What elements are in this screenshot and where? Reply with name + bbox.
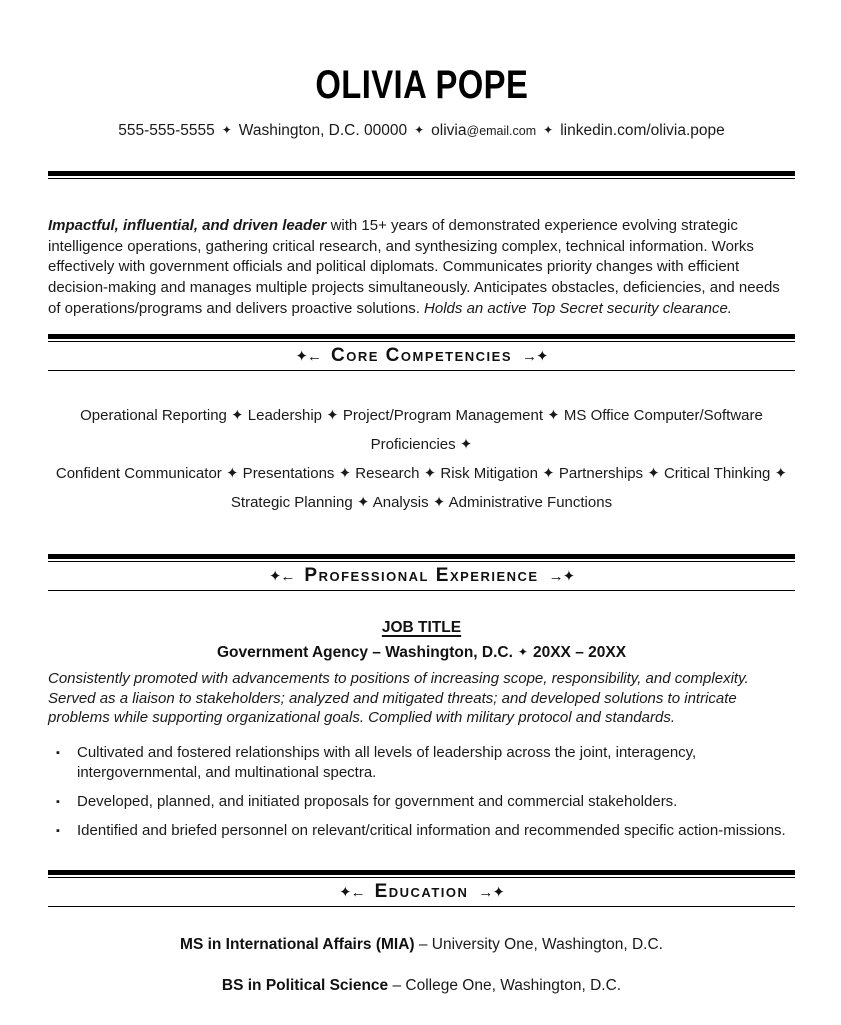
summary-lead-text: Impactful, influential, and driven leader: [48, 217, 327, 235]
section-title-row: [48, 562, 795, 590]
resume-name: [48, 64, 795, 107]
location-text: Washington, D.C. 00000: [238, 122, 408, 140]
job-summary: Consistently promoted with advancements to positions of increasing scope, responsibility, and complexity. Served as a liaison to stakeholders; analyzed and mitigated threats; and developed solutions to intricate problems while supporting organizational goals. Complied with military protocol and standards.: [48, 670, 749, 727]
arrow-left-icon: ✦←: [295, 348, 321, 366]
bullet-text: Identified and briefed personnel on relevant/critical information and recommended specific action-missions.: [77, 821, 786, 839]
header-divider: [48, 171, 795, 179]
degree-detail-text: – College One, Washington, D.C.: [392, 976, 622, 994]
degree-detail-text: – University One, Washington, D.C.: [418, 935, 663, 953]
section-title-row: [48, 342, 795, 370]
square-bullet-icon: ▪: [56, 795, 60, 808]
summary-clearance-text: Holds an active Top Secret security clearance.: [424, 299, 732, 317]
arrow-left-icon: ✦←: [339, 883, 365, 901]
email-domain-text: @email.com: [466, 124, 537, 139]
section-divider-bottom: [48, 906, 795, 907]
job-dates-text: 20XX – 20XX: [532, 644, 627, 662]
bullet-item: [48, 743, 795, 783]
arrow-right-icon: →✦: [478, 883, 504, 901]
arrow-right-icon: →✦: [522, 348, 548, 366]
competencies-line: Confident Communicator ✦ Presentations ✦ Research ✦ Risk Mitigation ✦ Partnerships ✦ Critical Thinking ✦: [55, 465, 788, 483]
section-title-row: [48, 878, 795, 906]
email-text: [431, 122, 536, 139]
square-bullet-icon: ▪: [56, 746, 60, 759]
phone-text: 555-555-5555: [118, 122, 215, 140]
section-heading-professional-experience: [48, 554, 795, 591]
section-heading-education: [48, 870, 795, 907]
degree-name-text: BS in Political Science: [221, 976, 389, 994]
linkedin-text: linkedin.com/olivia.pope: [560, 122, 725, 140]
email-user-text: olivia: [431, 122, 467, 140]
section-divider-bottom: [48, 370, 795, 371]
competencies-list: [48, 401, 795, 517]
job-employer-text: Government Agency – Washington, D.C.: [216, 644, 513, 662]
bullet-item: [48, 792, 795, 812]
degree-line: [48, 934, 795, 955]
diamond-separator-icon: ✦: [414, 123, 425, 138]
job-bullet-list: [48, 743, 795, 841]
section-divider-top: [48, 554, 795, 562]
bullet-text: Developed, planned, and initiated proposals for government and commercial stakeholders.: [77, 792, 678, 810]
section-divider-top: [48, 870, 795, 878]
bullet-text: Cultivated and fostered relationships with all levels of leadership across the joint, interagency, intergovernmental, and multinational spectra.: [77, 743, 697, 781]
section-title: Professional Experience: [304, 565, 539, 587]
job-title: JOB TITLE: [381, 619, 462, 637]
degree-name-text: MS in International Affairs (MIA): [180, 935, 415, 953]
section-divider-top: [48, 334, 795, 342]
arrow-right-icon: →✦: [548, 568, 575, 586]
section-title: Core Competencies: [330, 345, 513, 367]
bullet-item: [48, 821, 795, 841]
diamond-separator-icon: ✦: [517, 645, 528, 660]
section-title: Education: [374, 880, 469, 902]
square-bullet-icon: ▪: [56, 824, 60, 837]
competencies-line: Strategic Planning ✦ Analysis ✦ Administrative Functions: [230, 494, 613, 512]
arrow-left-icon: ✦←: [268, 568, 295, 586]
professional-summary: [48, 216, 795, 319]
section-heading-core-competencies: [48, 334, 795, 371]
job-subtitle: [48, 642, 795, 663]
competencies-line: Operational Reporting ✦ Leadership ✦ Project/Program Management ✦ MS Office Computer/Software Proficiencies ✦: [80, 407, 763, 454]
diamond-separator-icon: ✦: [221, 123, 232, 138]
contact-line: [48, 120, 795, 142]
diamond-separator-icon: ✦: [543, 123, 554, 138]
degree-line: [48, 975, 795, 996]
resume-name-text: OLIVIA POPE: [315, 63, 528, 107]
summary-body-text: with 15+ years of demonstrated experience evolving strategic intelligence operations, gathering critical research, and synthesizing complex, technical information. Works effectively with government officials and political diplomats. Communicates priority changes with efficient decision-making and manages multiple projects simultaneously. Anticipates obstacles, deficiencies, and needs of operations/programs and delivers proactive solutions.: [48, 217, 780, 317]
section-divider-bottom: [48, 590, 795, 591]
